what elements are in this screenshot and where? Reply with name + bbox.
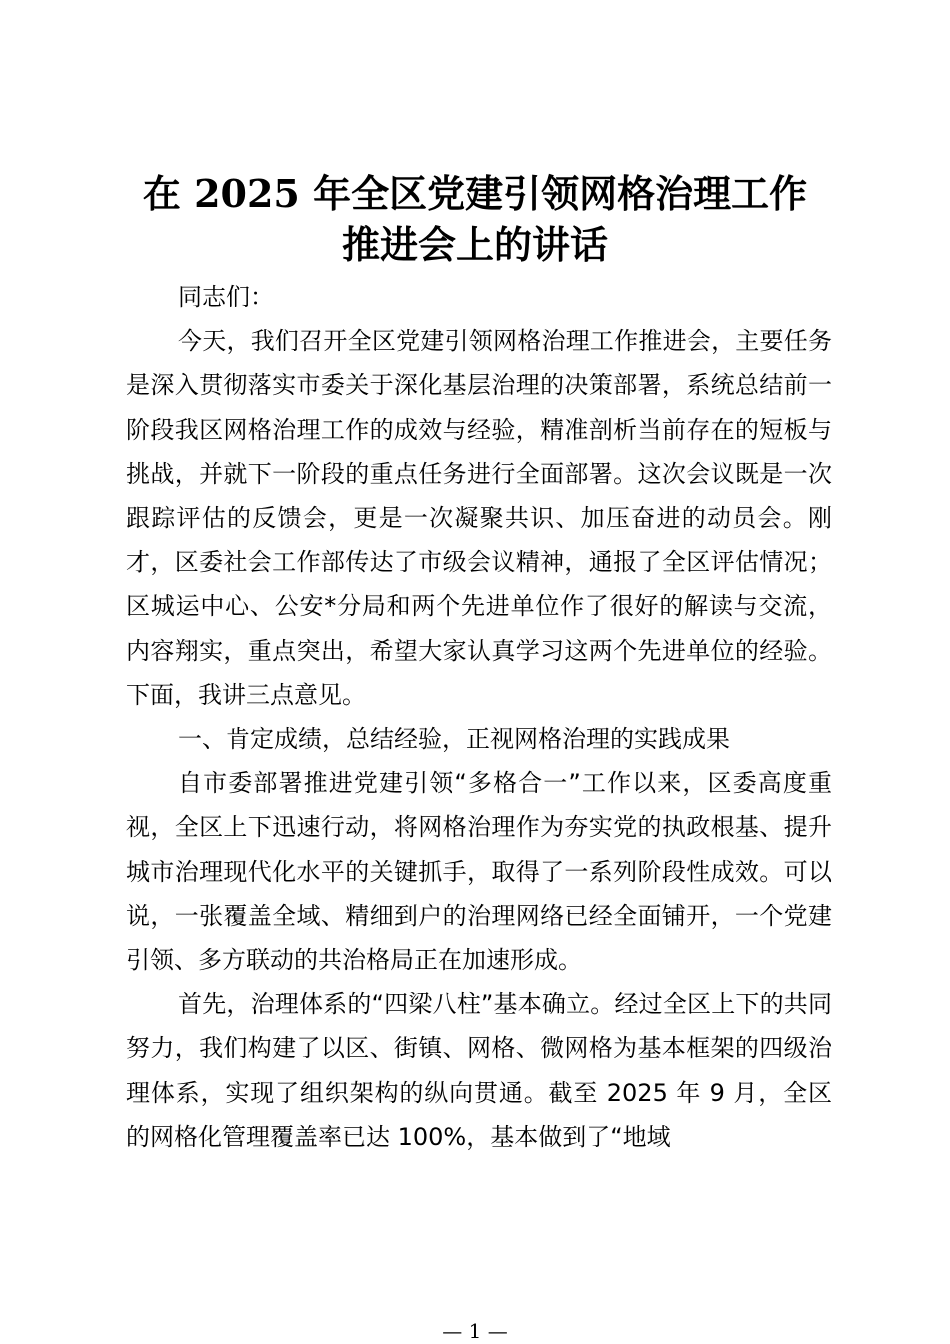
document-title-line-2: 推进会上的讲话 <box>341 222 608 267</box>
document-body <box>126 275 832 1159</box>
document-title-line-1: 在 2025 年全区党建引领网格治理工作 <box>142 171 808 216</box>
salutation: 同志们： <box>178 283 274 311</box>
section-heading: 一、肯定成绩，总结经验，正视网格治理的实践成果 <box>178 725 730 754</box>
paragraph-section-1: 自市委部署推进党建引领“多格合一”工作以来，区委高度重视，全区上下迅速行动，将网格治理作为夯实党的执政根基、提升城市治理现代化水平的关键抓手，取得了一系列阶段性成效。可以说，一张覆盖全域、精细到户的治理网络已经全面铺开，一个党建引领、多方联动的共治格局正在加速形成。 <box>126 769 832 975</box>
page-number: — 1 — <box>442 1319 508 1343</box>
paragraph-intro: 今天，我们召开全区党建引领网格治理工作推进会，主要任务是深入贯彻落实市委关于深化基层治理的决策部署，系统总结前一阶段我区网格治理工作的成效与经验，精准剖析当前存在的短板与挑战，并就下一阶段的重点任务进行全面部署。这次会议既是一次跟踪评估的反馈会，更是一次凝聚共识、加压奋进的动员会。刚才，区委社会工作部传达了市级会议精神，通报了全区评估情况；区城运中心、公安*分局和两个先进单位作了很好的解读与交流，内容翔实，重点突出，希望大家认真学习这两个先进单位的经验。下面，我讲三点意见。 <box>126 327 832 709</box>
paragraph-section-2: 首先，治理体系的“四梁八柱”基本确立。经过全区上下的共同努力，我们构建了以区、街镇、网格、微网格为基本框架的四级治理体系，实现了组织架构的纵向贯通。截至 2025 年 9 月，全区的网格化管理覆盖率已达 100%，基本做到了“地域 <box>126 990 832 1151</box>
